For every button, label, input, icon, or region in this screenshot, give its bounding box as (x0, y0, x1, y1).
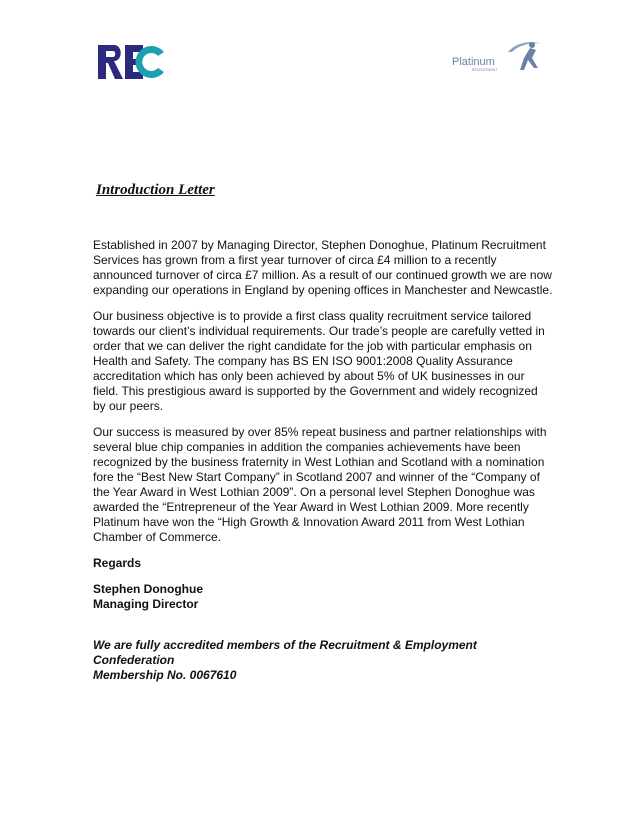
platinum-logo-text: Platinum (452, 56, 495, 68)
letter-body (93, 238, 553, 683)
membership-number: Membership No. 0067610 (93, 668, 237, 682)
accreditation-note (93, 638, 553, 683)
closing-regards: Regards (93, 556, 142, 570)
letter-heading: Introduction Letter (96, 182, 215, 198)
platinum-figure-head-icon (529, 42, 535, 48)
paragraph-1: Established in 2007 by Managing Director, Stephen Donoghue, Platinum Recruitment Services has grown from a first year turnover of circa £4 million to a recently announced turnover of circa £7 million. As a result of our continued growth we are now expanding our operations in England by opening offices in Manchester and Newcastle. (93, 238, 553, 297)
signatory-title: Managing Director (93, 597, 199, 611)
platinum-logo (450, 38, 548, 78)
paragraph-3: Our success is measured by over 85% repeat business and partner relationships with several blue chip companies in addition the companies achievements have been recognized by the business fraternity in West Lothian and Scotland with a nomination fore the “Best New Start Company” in Scotland 2007 and winner of the “Company of the Year Award in West Lothian 2009”. On a personal level Stephen Donoghue was awarded the “Entrepreneur of the Year Award in West Lothian 2009. More recently Platinum have won the “High Growth & Innovation Award 2011 from West Lothian Chamber of Commerce. (93, 425, 547, 544)
signature-block (93, 582, 553, 612)
rec-logo (96, 42, 166, 82)
rec-logo-r (98, 45, 123, 79)
platinum-swoosh-icon (508, 42, 542, 52)
platinum-figure-body-icon (520, 48, 538, 70)
signatory-name: Stephen Donoghue (93, 582, 203, 596)
platinum-logo-subtext: RECRUITMENT (472, 68, 498, 72)
accreditation-line-1: We are fully accredited members of the Recruitment & Employment (93, 638, 477, 652)
accreditation-line-2: Confederation (93, 653, 175, 667)
paragraph-2: Our business objective is to provide a first class quality recruitment service tailored towards our client’s individual requirements. Our trade’s people are carefully vetted in order that we can deliver the right candidate for the job with particular emphasis on Health and Safety. The company has BS EN ISO 9001:2008 Quality Assurance accreditation which has only been achieved by about 5% of UK businesses in our field. This prestigious award is supported by the Government and widely recognized by our peers. (93, 309, 545, 413)
